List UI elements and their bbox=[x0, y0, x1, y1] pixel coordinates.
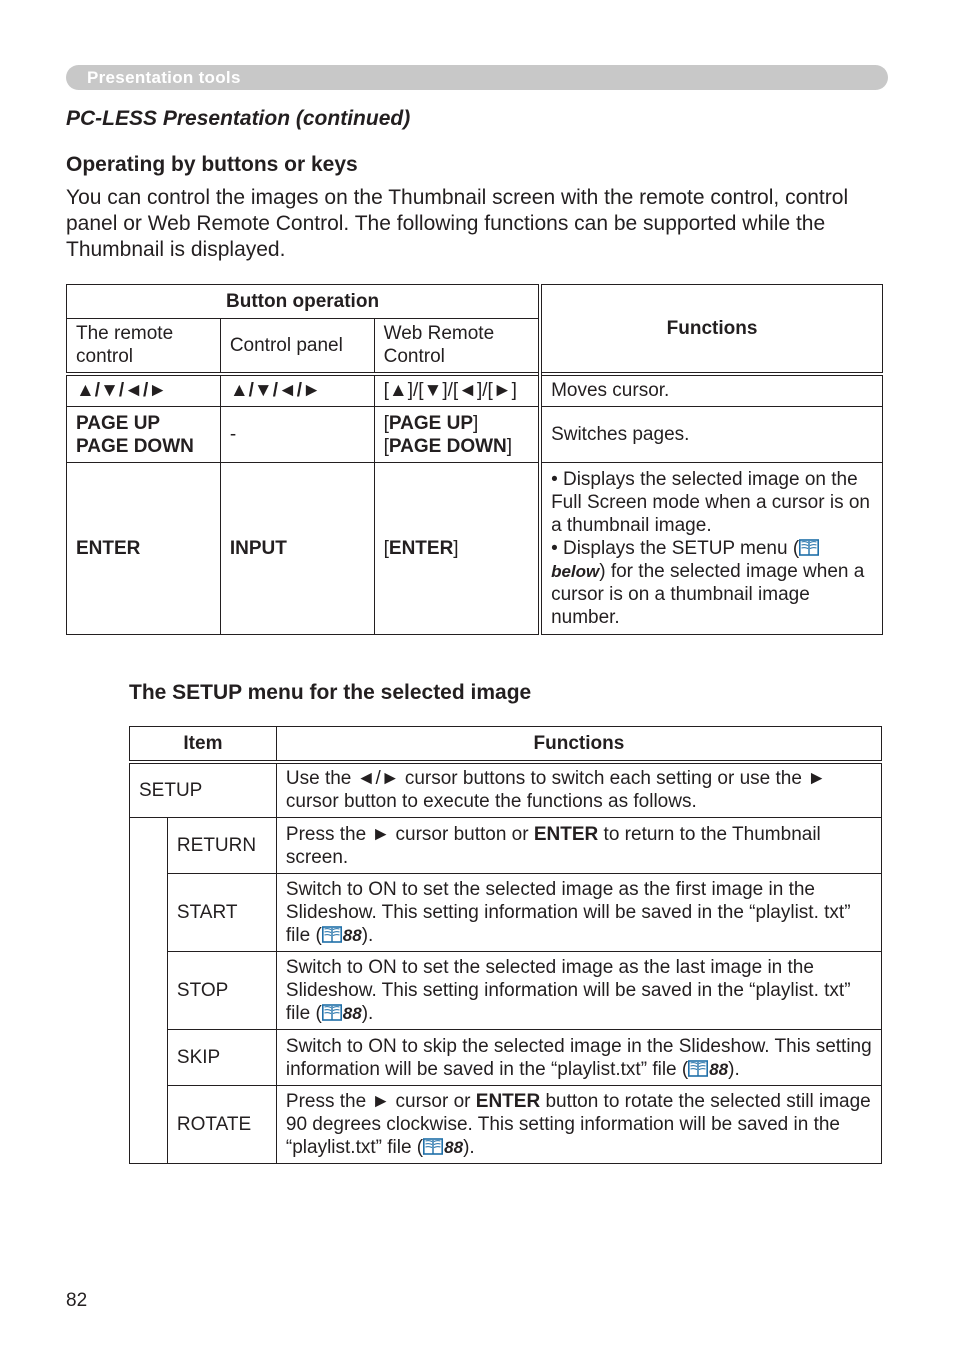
web-page-down: PAGE DOWN bbox=[388, 435, 507, 457]
header-button-operation: Button operation bbox=[67, 285, 541, 319]
function-stop: Switch to ON to set the selected image as the last image in the Slideshow. This setting information will be saved in the “playlist. txt” file ( 88). bbox=[276, 952, 881, 1030]
web-page-up: PAGE UP bbox=[388, 412, 473, 434]
cell-web-arrows: [▲]/[▼]/[◄]/[►] bbox=[374, 374, 540, 407]
cell-function-move: Moves cursor. bbox=[540, 374, 882, 407]
header-functions: Functions bbox=[276, 727, 881, 762]
item-skip: SKIP bbox=[167, 1030, 276, 1086]
web-enter: ENTER bbox=[388, 538, 454, 559]
reference-88[interactable]: 88 bbox=[709, 1059, 729, 1079]
cell-web-enter: [ENTER] bbox=[374, 463, 540, 635]
item-setup: SETUP bbox=[130, 762, 277, 818]
cell-web-page: [PAGE UP] [PAGE DOWN] bbox=[374, 407, 540, 463]
reference-88[interactable]: 88 bbox=[342, 1004, 362, 1023]
reference-88[interactable]: 88 bbox=[342, 926, 362, 945]
remote-page-down: PAGE DOWN bbox=[76, 435, 194, 457]
enter-function-part1: • Displays the selected image on the Full Screen mode when a cursor is on a thumbnail image. bbox=[551, 469, 870, 536]
cell-remote-enter: ENTER bbox=[67, 463, 221, 635]
book-icon bbox=[322, 1004, 342, 1021]
cell-panel-input: INPUT bbox=[220, 463, 374, 635]
reference-88[interactable]: 88 bbox=[444, 1138, 464, 1157]
function-rotate: Press the ► cursor or ENTER button to rotate the selected still image 90 degrees clockwise. This setting information will be saved in the “playlist.txt” file ( 88). bbox=[276, 1086, 881, 1164]
col-control-panel: Control panel bbox=[220, 319, 374, 374]
cell-panel-page: - bbox=[220, 407, 374, 463]
cell-panel-arrows: ▲/▼/◄/► bbox=[220, 374, 374, 407]
cell-remote-page bbox=[67, 407, 221, 463]
function-setup: Use the ◄/► cursor buttons to switch each setting or use the ► cursor button to execute the functions as follows. bbox=[276, 762, 881, 818]
cell-function-enter bbox=[540, 463, 882, 635]
section-bar bbox=[66, 65, 888, 90]
intro-paragraph: You can control the images on the Thumbnail screen with the remote control, control panel or Web Remote Control. The following functions can be supported while the Thumbnail is displayed. bbox=[66, 186, 849, 261]
item-rotate: ROTATE bbox=[167, 1086, 276, 1164]
book-icon bbox=[799, 539, 819, 556]
setup-menu-table bbox=[129, 726, 882, 1164]
header-functions: Functions bbox=[540, 285, 882, 374]
setup-menu-heading: The SETUP menu for the selected image bbox=[129, 681, 532, 704]
col-remote-control: The remote control bbox=[67, 319, 221, 374]
button-operation-table bbox=[66, 284, 883, 635]
book-icon bbox=[688, 1060, 708, 1077]
cell-remote-arrows: ▲/▼/◄/► bbox=[67, 374, 221, 407]
function-start: Switch to ON to set the selected image as the first image in the Slideshow. This setting information will be saved in the “playlist. txt” file ( 88). bbox=[276, 874, 881, 952]
item-return: RETURN bbox=[167, 818, 276, 874]
remote-page-up: PAGE UP bbox=[76, 412, 161, 434]
enter-function-part2: • Displays the SETUP menu (below) for the selected image when a cursor is on a thumbnail image number. bbox=[551, 538, 865, 628]
header-item: Item bbox=[130, 727, 277, 762]
section-bar-label: Presentation tools bbox=[87, 68, 241, 87]
page-number: 82 bbox=[66, 1290, 88, 1311]
item-stop: STOP bbox=[167, 952, 276, 1030]
item-start: START bbox=[167, 874, 276, 952]
col-web-remote: Web Remote Control bbox=[374, 319, 540, 374]
cell-function-pages: Switches pages. bbox=[540, 407, 882, 463]
book-icon bbox=[322, 926, 342, 943]
function-skip: Switch to ON to skip the selected image in the Slideshow. This setting information will be saved in the “playlist.txt” file ( 88). bbox=[276, 1030, 881, 1086]
reference-below[interactable]: below bbox=[551, 562, 600, 581]
page-title: PC-LESS Presentation (continued) bbox=[66, 107, 411, 130]
section-heading: Operating by buttons or keys bbox=[66, 153, 358, 176]
function-return: Press the ► cursor button or ENTER to return to the Thumbnail screen. bbox=[276, 818, 881, 874]
book-icon bbox=[423, 1138, 443, 1155]
